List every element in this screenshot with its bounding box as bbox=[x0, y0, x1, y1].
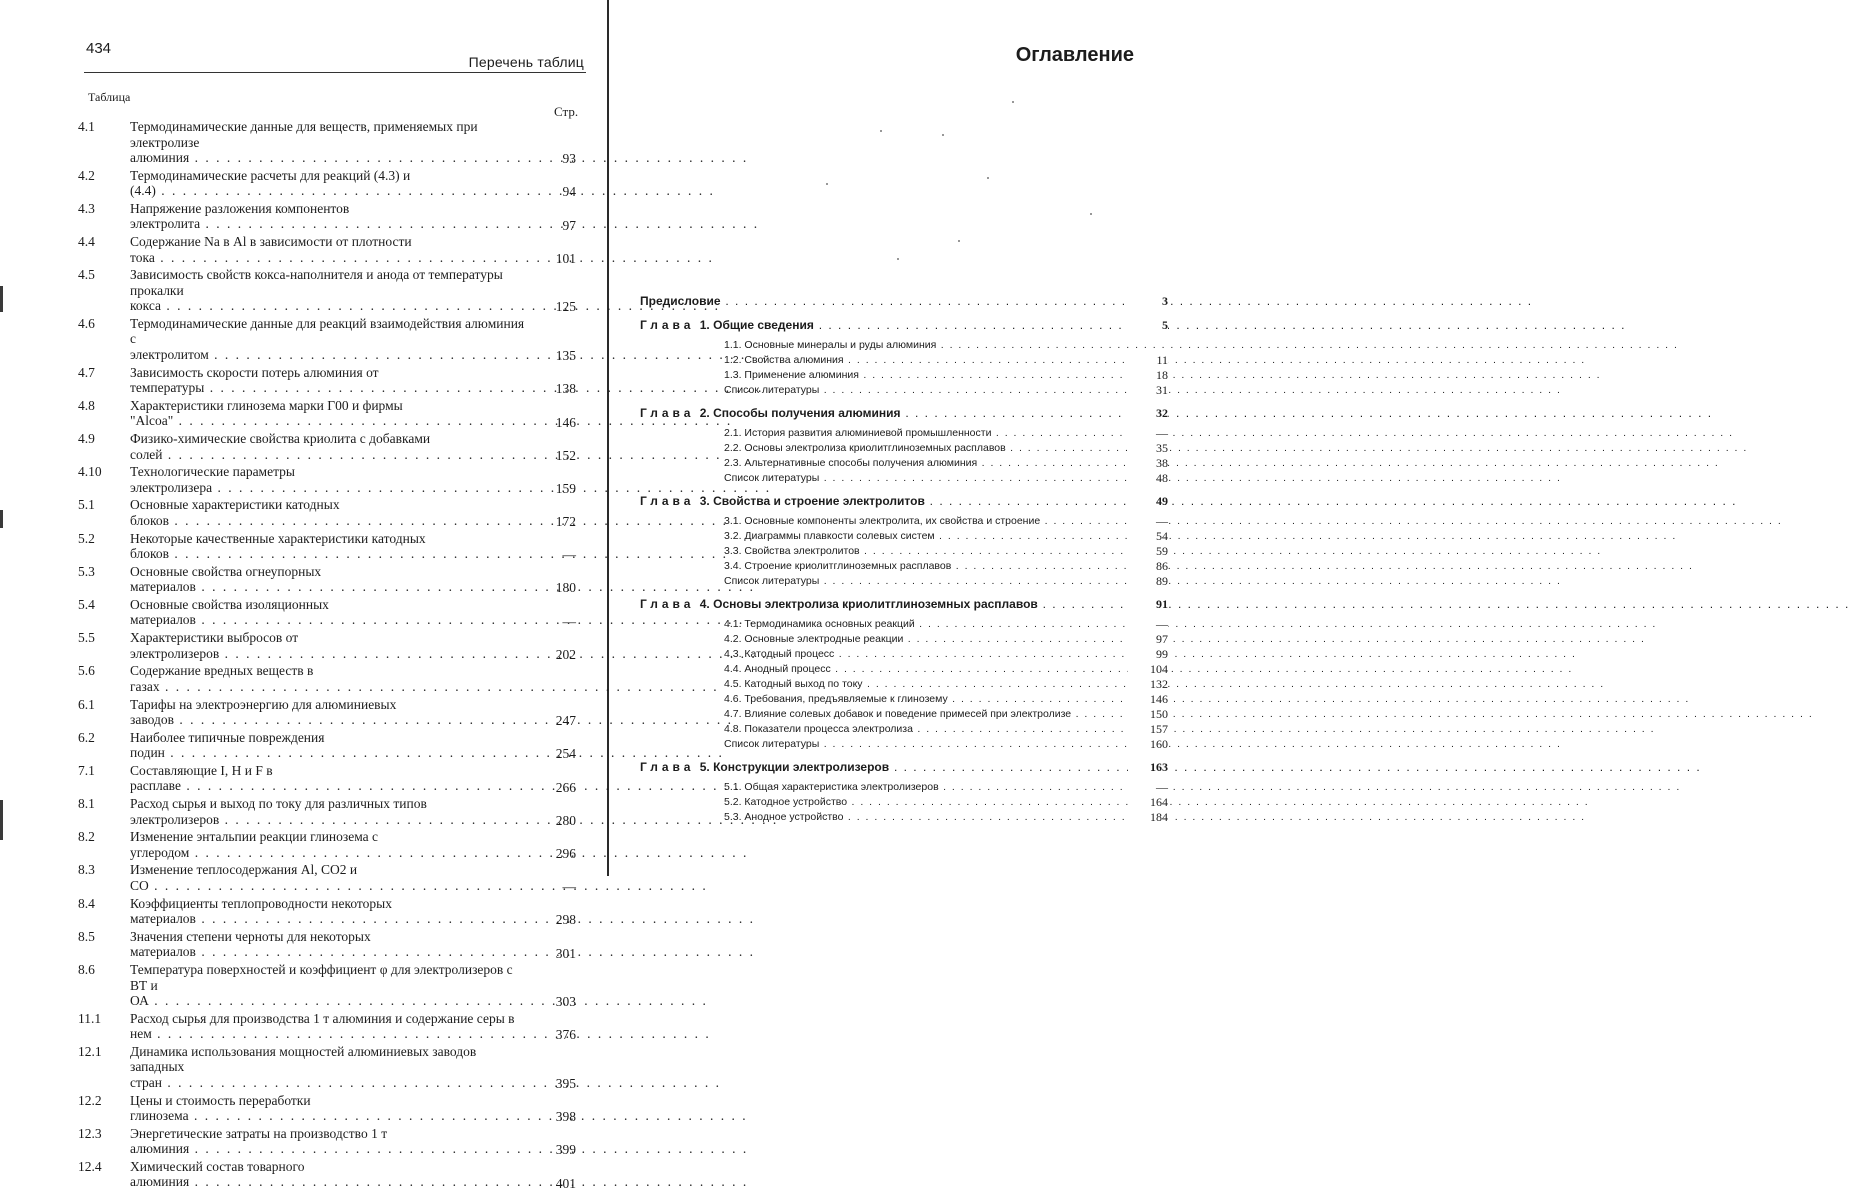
table-number: 8.5 bbox=[78, 928, 95, 944]
section-title: 5.1. Общая характеристика электролизеров . . . bbox=[724, 780, 1122, 795]
table-title: Термодинамические расчеты для реакций (4.3) и (4.4) . . . bbox=[130, 168, 530, 199]
contents-title: Оглавление bbox=[1015, 44, 1134, 66]
section-page: — bbox=[1128, 426, 1168, 441]
toc-section bbox=[640, 529, 1168, 544]
table-list-entry bbox=[78, 796, 586, 829]
chapter-title: Свойства и строение электролитов bbox=[713, 494, 925, 508]
table-list-entry bbox=[78, 663, 586, 696]
section-page: 35 bbox=[1128, 441, 1168, 456]
section-title: 5.2. Катодное устройство . . . bbox=[724, 795, 1122, 810]
table-list-entry bbox=[78, 531, 586, 564]
table-number: 4.3 bbox=[78, 200, 95, 216]
toc-section bbox=[640, 617, 1168, 632]
chapter-number: 5. bbox=[699, 760, 710, 774]
page-number: 434 bbox=[86, 40, 112, 57]
table-list-entry bbox=[78, 1159, 586, 1192]
table-list-entry bbox=[78, 896, 586, 929]
table-title: Зависимость скорости потерь алюминия от температуры . . . bbox=[130, 365, 530, 396]
table-page: 152 bbox=[555, 447, 576, 463]
toc-section bbox=[640, 737, 1168, 752]
section-page: 99 bbox=[1128, 647, 1168, 662]
section-title: 5.3. Анодное устройство . . . bbox=[724, 810, 1122, 825]
table-title: Изменение теплосодержания Al, CO2 и CO . . . bbox=[130, 862, 530, 893]
section-page: 38 bbox=[1128, 456, 1168, 471]
toc-section bbox=[640, 692, 1168, 707]
table-page: 94 bbox=[562, 184, 576, 200]
table-list bbox=[78, 119, 586, 1192]
chapter-page: 5 bbox=[1128, 318, 1168, 333]
chapter-page: 49 bbox=[1128, 494, 1168, 509]
section-page: 48 bbox=[1128, 471, 1168, 486]
table-list-entry bbox=[78, 630, 586, 663]
table-page: 97 bbox=[562, 217, 576, 233]
table-number: 4.5 bbox=[78, 267, 95, 283]
table-title: Содержание вредных веществ в газах . . . bbox=[130, 663, 530, 694]
toc-section bbox=[640, 426, 1168, 441]
table-page: — bbox=[562, 613, 576, 629]
chapter-page: 163 bbox=[1128, 760, 1168, 775]
table-title: Химический состав товарного алюминия . . . bbox=[130, 1159, 530, 1190]
table-page: 266 bbox=[555, 779, 576, 795]
chapter-number: 3. bbox=[699, 494, 710, 508]
toc-section bbox=[640, 441, 1168, 456]
table-title: Составляющие I, H и F в расплаве . . . bbox=[130, 763, 530, 794]
toc-chapter bbox=[640, 406, 1168, 486]
toc-section bbox=[640, 810, 1168, 825]
scan-speck bbox=[1090, 213, 1092, 215]
table-title: Зависимость свойств кокса-наполнителя и анода от температуры прокалки кокса . . . bbox=[130, 267, 530, 314]
section-page: — bbox=[1128, 617, 1168, 632]
chapter-page: 91 bbox=[1128, 597, 1168, 612]
section-page: 104 bbox=[1128, 662, 1168, 677]
section-title: 1.3. Применение алюминия . . . bbox=[724, 368, 1122, 383]
scan-speck bbox=[942, 134, 944, 136]
table-list-entry bbox=[78, 929, 586, 962]
table-number: 8.1 bbox=[78, 796, 95, 812]
table-title: Энергетические затраты на производство 1 т алюминия . . . bbox=[130, 1126, 530, 1157]
table-number: 8.2 bbox=[78, 829, 95, 845]
table-number: 12.3 bbox=[78, 1125, 102, 1141]
section-title: 4.4. Анодный процесс . . . bbox=[724, 662, 1122, 677]
toc-section bbox=[640, 559, 1168, 574]
table-number: 6.1 bbox=[78, 696, 95, 712]
table-of-contents bbox=[640, 294, 1168, 833]
table-list-entry bbox=[78, 431, 586, 464]
toc-section bbox=[640, 574, 1168, 589]
chapter-title: Общие сведения bbox=[713, 318, 814, 332]
section-title: 2.1. История развития алюминиевой промышленности . . . bbox=[724, 426, 1122, 441]
section-title: Список литературы . . . bbox=[724, 383, 1122, 398]
table-number: 4.4 bbox=[78, 234, 95, 250]
section-title: 3.1. Основные компоненты электролита, их свойства и строение . . . bbox=[724, 514, 1122, 529]
table-page: 202 bbox=[555, 646, 576, 662]
table-list-entry bbox=[78, 365, 586, 398]
toc-section bbox=[640, 514, 1168, 529]
section-title: 2.2. Основы электролиза криолитглиноземных расплавов . . . bbox=[724, 441, 1122, 456]
scan-speck bbox=[987, 177, 989, 179]
table-page: 180 bbox=[555, 580, 576, 596]
section-title: 3.3. Свойства электролитов . . . bbox=[724, 544, 1122, 559]
table-list-entry bbox=[78, 201, 586, 234]
toc-section bbox=[640, 722, 1168, 737]
table-number: 8.3 bbox=[78, 862, 95, 878]
table-page: 93 bbox=[562, 151, 576, 167]
chapter-number: 2. bbox=[699, 406, 710, 420]
toc-section bbox=[640, 677, 1168, 692]
toc-chapter-heading bbox=[640, 406, 1168, 421]
section-title: 3.2. Диаграммы плавкости солевых систем . . . bbox=[724, 529, 1122, 544]
toc-section bbox=[640, 456, 1168, 471]
toc-chapters bbox=[640, 318, 1168, 825]
page-column-label: Стр. bbox=[554, 104, 579, 119]
table-number: 5.3 bbox=[78, 563, 95, 579]
section-page: 89 bbox=[1128, 574, 1168, 589]
toc-section bbox=[640, 707, 1168, 722]
toc-preface-page: 3 bbox=[1128, 294, 1168, 309]
table-title: Некоторые качественные характеристики катодных блоков . . . bbox=[130, 531, 530, 562]
toc-section bbox=[640, 353, 1168, 368]
table-number: 4.1 bbox=[78, 119, 95, 134]
table-list-entry bbox=[78, 730, 586, 763]
toc-section bbox=[640, 795, 1168, 810]
section-page: 150 bbox=[1128, 707, 1168, 722]
table-title: Коэффициенты теплопроводности некоторых материалов . . . bbox=[130, 896, 530, 927]
right-page-contents bbox=[612, 0, 1200, 876]
section-page: 18 bbox=[1128, 368, 1168, 383]
table-list-entry bbox=[78, 962, 586, 1011]
toc-section bbox=[640, 471, 1168, 486]
scan-speck bbox=[1012, 101, 1014, 103]
toc-section bbox=[640, 632, 1168, 647]
table-title: Расход сырья и выход по току для различных типов электролизеров . . . bbox=[130, 796, 530, 827]
section-title: 1.1. Основные минералы и руды алюминия . . . bbox=[724, 338, 1122, 353]
table-title: Расход сырья для производства 1 т алюминия и содержание серы в нем . . . bbox=[130, 1011, 530, 1042]
section-page: 31 bbox=[1128, 383, 1168, 398]
table-title: Напряжение разложения компонентов электролита . . . bbox=[130, 201, 530, 232]
toc-chapter-heading bbox=[640, 597, 1168, 612]
running-head: Перечень таблиц bbox=[468, 54, 584, 70]
table-number: 11.1 bbox=[78, 1010, 102, 1026]
section-page: 157 bbox=[1128, 722, 1168, 737]
scan-speck bbox=[897, 258, 899, 260]
toc-chapter bbox=[640, 597, 1168, 752]
section-page: 184 bbox=[1128, 810, 1168, 825]
table-title: Характеристики глинозема марки Г00 и фирмы "Alcoa" . . . bbox=[130, 398, 530, 429]
toc-section bbox=[640, 338, 1168, 353]
section-page: 132 bbox=[1128, 677, 1168, 692]
table-title: Основные характеристики катодных блоков . . . bbox=[130, 497, 530, 528]
toc-section bbox=[640, 780, 1168, 795]
section-title: Список литературы . . . bbox=[724, 471, 1122, 486]
table-page: 399 bbox=[555, 1142, 576, 1158]
table-number: 5.4 bbox=[78, 596, 95, 612]
table-list-entry bbox=[78, 316, 586, 365]
section-title: 4.3. Катодный процесс . . . bbox=[724, 647, 1122, 662]
table-page: 398 bbox=[555, 1109, 576, 1125]
table-list-entry bbox=[78, 1044, 586, 1093]
table-list-entry bbox=[78, 497, 586, 530]
table-page: 101 bbox=[555, 250, 576, 266]
table-number: 4.2 bbox=[78, 167, 95, 183]
table-title: Цены и стоимость переработки глинозема . . . bbox=[130, 1093, 530, 1124]
toc-section bbox=[640, 647, 1168, 662]
table-number: 5.5 bbox=[78, 630, 95, 646]
section-title: 3.4. Строение криолитглиноземных расплавов . . . bbox=[724, 559, 1122, 574]
header-rule bbox=[84, 72, 586, 73]
scan-speck bbox=[826, 183, 828, 185]
table-title: Физико-химические свойства криолита с добавками солей . . . bbox=[130, 431, 530, 462]
table-page: 298 bbox=[555, 912, 576, 928]
table-list-entry bbox=[78, 597, 586, 630]
section-page: 97 bbox=[1128, 632, 1168, 647]
table-page: 247 bbox=[555, 713, 576, 729]
chapter-label: Глава bbox=[640, 318, 695, 332]
section-page: — bbox=[1128, 514, 1168, 529]
section-title: 4.8. Показатели процесса электролиза . . . bbox=[724, 722, 1122, 737]
table-column-label: Таблица bbox=[88, 90, 131, 104]
table-number: 12.2 bbox=[78, 1092, 102, 1108]
table-list-entry bbox=[78, 398, 586, 431]
table-title: Основные свойства изоляционных материалов . . . bbox=[130, 597, 530, 628]
table-title: Тарифы на электроэнергию для алюминиевых заводов . . . bbox=[130, 697, 530, 728]
table-page: 146 bbox=[555, 414, 576, 430]
table-number: 4.10 bbox=[78, 464, 102, 480]
section-title: 2.3. Альтернативные способы получения алюминия . . . bbox=[724, 456, 1122, 471]
table-page: 125 bbox=[555, 299, 576, 315]
table-title: Наиболее типичные повреждения подин . . . bbox=[130, 730, 530, 761]
chapter-label: Глава bbox=[640, 597, 695, 611]
section-page: 146 bbox=[1128, 692, 1168, 707]
section-title: 4.2. Основные электродные реакции . . . bbox=[724, 632, 1122, 647]
table-page: 280 bbox=[555, 812, 576, 828]
table-number: 4.8 bbox=[78, 397, 95, 413]
table-number: 7.1 bbox=[78, 762, 95, 778]
toc-chapter bbox=[640, 494, 1168, 589]
table-page: 303 bbox=[555, 994, 576, 1010]
chapter-number: 1. bbox=[699, 318, 710, 332]
toc-section bbox=[640, 368, 1168, 383]
table-number: 4.9 bbox=[78, 431, 95, 446]
table-list-entry bbox=[78, 1093, 586, 1126]
toc-preface-title: Предисловие . . . bbox=[640, 294, 1122, 309]
scan-speck bbox=[880, 130, 882, 132]
table-title: Характеристики выбросов от электролизеров . . . bbox=[130, 630, 530, 661]
section-page: 54 bbox=[1128, 529, 1168, 544]
table-number: 4.6 bbox=[78, 315, 95, 331]
toc-chapter-heading bbox=[640, 760, 1168, 775]
table-number: 4.7 bbox=[78, 364, 95, 380]
table-list-entry bbox=[78, 564, 586, 597]
chapter-page: 32 bbox=[1128, 406, 1168, 421]
section-page: — bbox=[1128, 780, 1168, 795]
table-page: 401 bbox=[555, 1175, 576, 1191]
table-number: 8.6 bbox=[78, 962, 95, 977]
table-title: Термодинамические данные для веществ, применяемых при электролизе алюминия . . . bbox=[130, 119, 530, 166]
table-page: 172 bbox=[555, 514, 576, 530]
table-list-entry bbox=[78, 862, 586, 895]
chapter-title: Конструкции электролизеров bbox=[713, 760, 890, 774]
scan-speck bbox=[958, 240, 960, 242]
table-page: 254 bbox=[555, 746, 576, 762]
table-number: 5.6 bbox=[78, 663, 95, 679]
table-number: 12.1 bbox=[78, 1043, 102, 1059]
chapter-title: Основы электролиза криолитглиноземных расплавов bbox=[713, 597, 1038, 611]
chapter-label: Глава bbox=[640, 406, 695, 420]
table-list-entry bbox=[78, 763, 586, 796]
section-title: 1.2. Свойства алюминия . . . bbox=[724, 353, 1122, 368]
table-title: Температура поверхностей и коэффициент φ для электролизеров с ВТ и ОА . . . bbox=[130, 962, 530, 1009]
section-page: 164 bbox=[1128, 795, 1168, 810]
table-title: Содержание Na в Al в зависимости от плотности тока . . . bbox=[130, 234, 530, 265]
table-list-entry bbox=[78, 1011, 586, 1044]
table-list-entry bbox=[78, 119, 586, 168]
table-page: 138 bbox=[555, 381, 576, 397]
chapter-label: Глава bbox=[640, 494, 695, 508]
section-title: 4.6. Требования, предъявляемые к глинозему . . . bbox=[724, 692, 1122, 707]
section-page: 11 bbox=[1128, 353, 1168, 368]
table-page: 135 bbox=[555, 348, 576, 364]
section-page: 86 bbox=[1128, 559, 1168, 574]
table-title: Основные свойства огнеупорных материалов . . . bbox=[130, 564, 530, 595]
section-page: 59 bbox=[1128, 544, 1168, 559]
table-number: 5.1 bbox=[78, 497, 95, 513]
table-title: Динамика использования мощностей алюминиевых заводов западных стран . . . bbox=[130, 1044, 530, 1091]
section-title: 4.5. Катодный выход по току . . . bbox=[724, 677, 1122, 692]
table-number: 8.4 bbox=[78, 895, 95, 911]
table-page: — bbox=[562, 879, 576, 895]
table-title: Значения степени черноты для некоторых материалов . . . bbox=[130, 929, 530, 960]
table-list-entry bbox=[78, 1126, 586, 1159]
table-list-entry bbox=[78, 234, 586, 267]
table-list-entry bbox=[78, 267, 586, 316]
section-title: Список литературы . . . bbox=[724, 737, 1122, 752]
section-title: Список литературы . . . bbox=[724, 574, 1122, 589]
table-page: — bbox=[562, 547, 576, 563]
chapter-number: 4. bbox=[699, 597, 710, 611]
section-page: 160 bbox=[1128, 737, 1168, 752]
toc-chapter-heading bbox=[640, 494, 1168, 509]
table-page: 301 bbox=[555, 945, 576, 961]
toc-chapter-heading bbox=[640, 318, 1168, 333]
table-list-entry bbox=[78, 829, 586, 862]
toc-chapter bbox=[640, 760, 1168, 825]
section-title: 4.1. Термодинамика основных реакций . . . bbox=[724, 617, 1122, 632]
left-page-list-of-tables bbox=[0, 0, 608, 1191]
table-number: 6.2 bbox=[78, 729, 95, 745]
toc-chapter bbox=[640, 318, 1168, 398]
toc-preface bbox=[640, 294, 1168, 309]
table-title: Термодинамические данные для реакций взаимодействия алюминия с электролитом . . . bbox=[130, 316, 530, 363]
table-title: Изменение энтальпии реакции глинозема с углеродом . . . bbox=[130, 829, 530, 860]
table-page: 296 bbox=[555, 845, 576, 861]
section-title: 4.7. Влияние солевых добавок и поведение примесей при электролизе . . . bbox=[724, 707, 1122, 722]
table-page: 159 bbox=[555, 480, 576, 496]
table-page: 395 bbox=[555, 1076, 576, 1092]
toc-section bbox=[640, 662, 1168, 677]
table-title: Технологические параметры электролизера . . . bbox=[130, 464, 530, 495]
table-list-entry bbox=[78, 168, 586, 201]
chapter-label: Глава bbox=[640, 760, 695, 774]
table-list-entry bbox=[78, 697, 586, 730]
toc-section bbox=[640, 544, 1168, 559]
table-number: 5.2 bbox=[78, 530, 95, 546]
chapter-title: Способы получения алюминия bbox=[713, 406, 901, 420]
table-number: 12.4 bbox=[78, 1158, 102, 1174]
toc-section bbox=[640, 383, 1168, 398]
table-page: 376 bbox=[555, 1027, 576, 1043]
table-list-entry bbox=[78, 464, 586, 497]
